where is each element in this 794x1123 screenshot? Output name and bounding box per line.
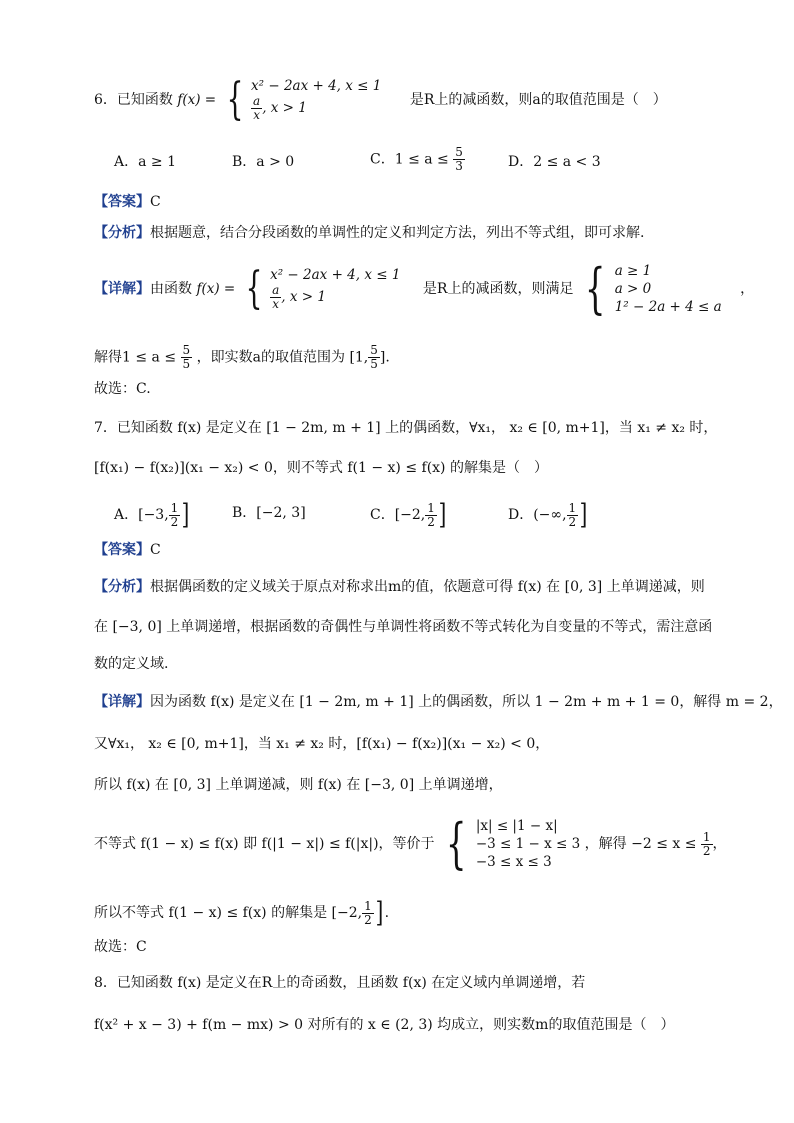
q6-answer: 【答案】C (94, 194, 161, 210)
q8-stem-line1: 8．已知函数 f(x) 是定义在R上的奇函数，且函数 f(x) 在定义域内单调递增，若 (94, 975, 586, 991)
q7-system: { |x| ≤ |1 − x| −3 ≤ 1 − x ≤ 3 −3 ≤ x ≤ 3 (445, 812, 581, 875)
q6-detail: 【详解】由函数 f(x) = { x² − 2ax + 4, x ≤ 1 $\frac{a}{x}$ , x > 1 是R上的减函数，则满足 { a ≥ 1 a > 0 1² − 2a + 4 ≤ a ， (94, 257, 755, 320)
q7-analysis-line1: 【分析】根据偶函数的定义域关于原点对称求出m的值，依题意可得 f(x) 在 [0, 3] 上单调递减，则 (94, 579, 705, 595)
q6-analysis: 【分析】根据题意，结合分段函数的单调性的定义和判定方法，列出不等式组，即可求解. (94, 225, 645, 241)
q6-stem (94, 74, 714, 125)
q7-option-d: D．(−∞, $\frac{1}{2}$ ] (508, 498, 588, 531)
q7-option-b: B．[−2, 3] (232, 505, 306, 521)
q6-case1: x² − 2ax + 4, x ≤ 1 (251, 78, 382, 94)
q6-option-d: D．2 ≤ a < 3 (508, 154, 601, 170)
q6-piecewise: { x² − 2ax + 4, x ≤ 1 $\frac{a}{x}$ , x > 1 (226, 74, 382, 125)
q7-detail-line5: 所以不等式 f(1 − x) ≤ f(x) 的解集是 [−2, $\frac{1}{2}$ ] . (94, 896, 390, 929)
q7-option-c: C．[−2, $\frac{1}{2}$ ] (370, 498, 447, 531)
q6-option-c: C．1 ≤ a ≤ $\frac{5}{3}$ (370, 145, 463, 173)
q7-stem-line1: 7．已知函数 f(x) 是定义在 [1 − 2m, m + 1] 上的偶函数，∀x₁， x₂ ∈ [0, m+1]，当 x₁ ≠ x₂ 时， (94, 420, 718, 436)
q7-detail-line2: 又∀x₁， x₂ ∈ [0, m+1]，当 x₁ ≠ x₂ 时，[f(x₁) − f(x₂)](x₁ − x₂) < 0， (94, 736, 550, 752)
q7-analysis-line3: 数的定义域. (94, 656, 169, 672)
q6-function: f(x) = (177, 92, 217, 108)
q7-analysis-line2: 在 [−3, 0] 上单调递增，根据函数的奇偶性与单调性将函数不等式转化为自变量的不等式，需注意函 (94, 619, 713, 635)
q7-detail-line3: 所以 f(x) 在 [0, 3] 上单调递减，则 f(x) 在 [−3, 0] 上单调递增， (94, 777, 503, 793)
q7-detail-line4: 不等式 f(1 − x) ≤ f(x) 即 f(|1 − x|) ≤ f(|x|)，等价于 { |x| ≤ |1 − x| −3 ≤ 1 − x ≤ 3 −3 ≤ x ≤ 3 ，解得 −2 ≤ x ≤ $\frac{1}{2}$ ， (94, 812, 727, 875)
q7-answer: 【答案】C (94, 542, 161, 558)
q6-system: { a ≥ 1 a > 0 1² − 2a + 4 ≤ a (584, 257, 722, 320)
q7-option-a: A．[−3, $\frac{1}{2}$ ] (114, 498, 190, 531)
q7-detail-line1: 【详解】因为函数 f(x) 是定义在 [1 − 2m, m + 1] 上的偶函数，所以 1 − 2m + m + 1 = 0，解得 m = 2， (94, 694, 783, 710)
q6-solve: 解得1 ≤ a ≤ $\frac{5}{5}$ ，即实数a的取值范围为 [1, $\frac{5}{5}$ ]. (94, 343, 390, 371)
q8-stem-line2: f(x² + x − 3) + f(m − mx) > 0 对所有的 x ∈ (2, 3) 均成立，则实数m的取值范围是（ ） (94, 1017, 675, 1033)
q6-stem-prefix: 6．已知函数 (94, 92, 173, 108)
q6-case2: , x > 1 (262, 100, 307, 116)
q6-stem-suffix: 是R上的减函数，则a的取值范围是（ ） (409, 92, 667, 108)
q6-option-b: B．a > 0 (232, 154, 295, 170)
q6-option-a: A．a ≥ 1 (114, 154, 176, 170)
q6-choose: 故选：C. (94, 381, 151, 397)
q7-choose: 故选：C (94, 939, 147, 955)
q7-stem-line2: [f(x₁) − f(x₂)](x₁ − x₂) < 0，则不等式 f(1 − x) ≤ f(x) 的解集是（ ） (94, 460, 548, 476)
